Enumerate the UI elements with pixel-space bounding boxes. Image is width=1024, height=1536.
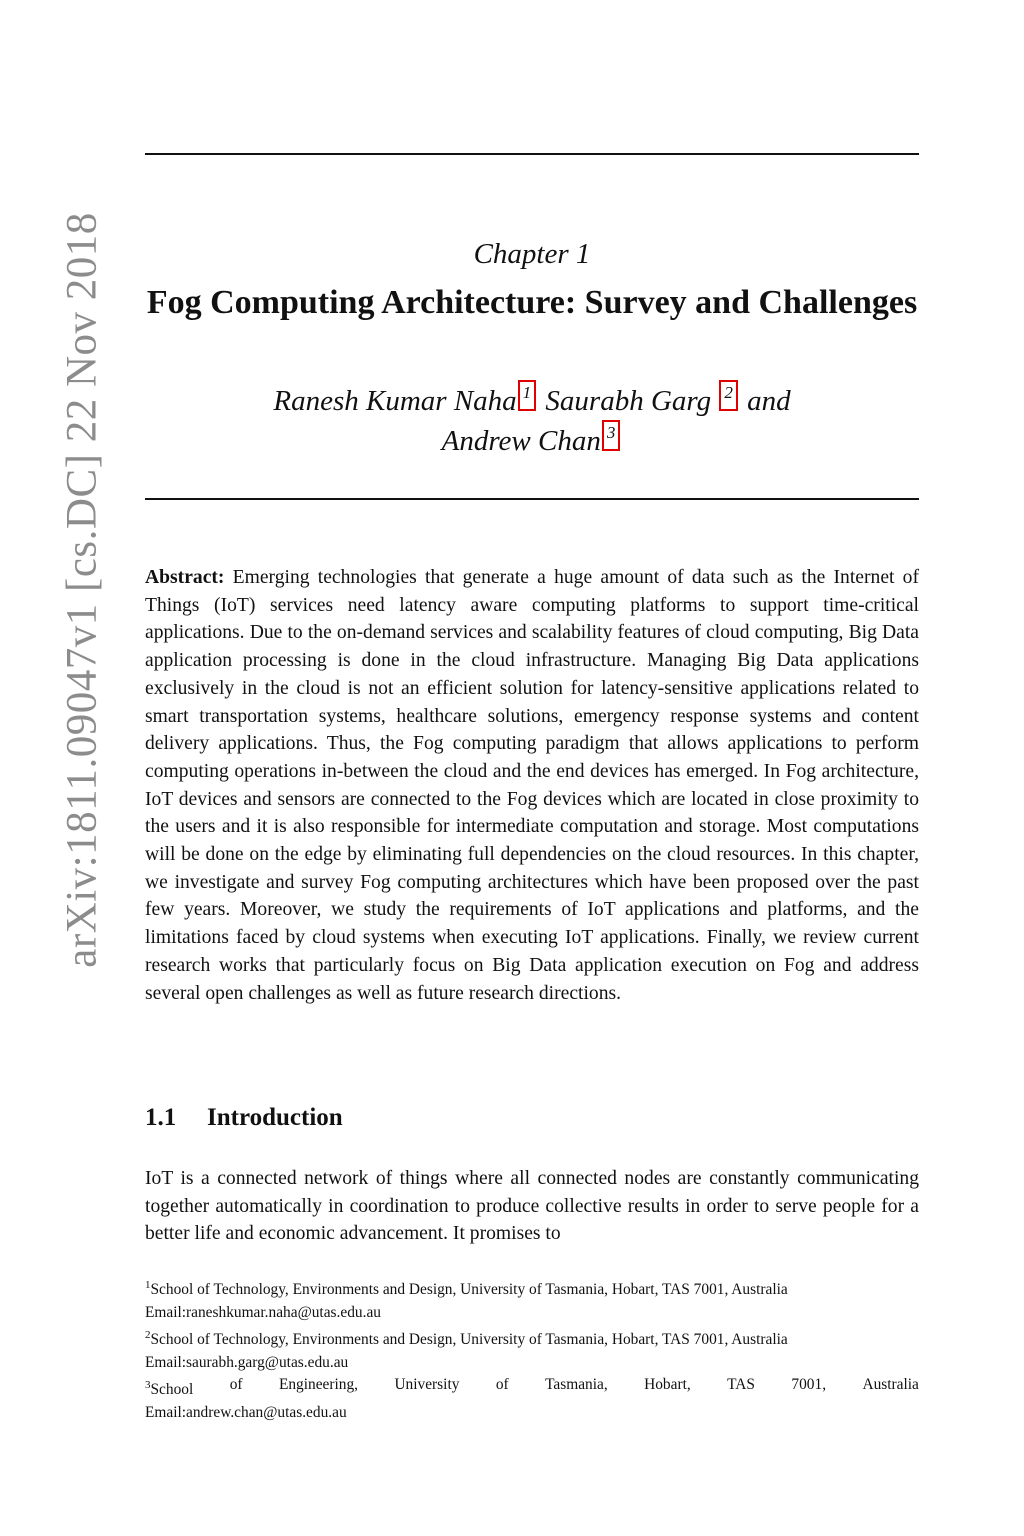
footnote-affiliation-word: Tasmania, (545, 1376, 608, 1393)
footnote-affiliation: School of Technology, Environments and Design, University of Tasmania, Hobart, TAS 7001, Australia (150, 1281, 788, 1298)
section-title: Introduction (207, 1104, 343, 1131)
footnote-affiliation-word: Engineering, (278, 1376, 359, 1393)
footnote-email[interactable]: Email:saurabh.garg@utas.edu.au (145, 1353, 349, 1371)
footnote-link[interactable]: 3 (602, 420, 621, 451)
footnote-item (145, 1274, 919, 1302)
footnote-number: 1 (145, 1279, 151, 1291)
footnote-affiliation-word: of (495, 1376, 509, 1393)
author-conjunction: and (747, 385, 791, 417)
section-body-text: IoT is a connected network of things where all connected nodes are constantly communicating together automatically in coordination to produce collective results in order to serve people for a better life and economic advancement. It promises to (145, 1168, 919, 1245)
abstract-label: Abstract: (145, 567, 225, 588)
section-number: 1.1 (145, 1104, 177, 1131)
title-top-rule (145, 153, 919, 155)
title-bottom-rule (145, 498, 919, 500)
footnote-item (145, 1324, 919, 1352)
footnote-affiliation-word: Australia (862, 1376, 919, 1393)
footnote-email[interactable]: Email:andrew.chan@utas.edu.au (145, 1403, 347, 1421)
chapter-label: Chapter 1 (473, 238, 591, 270)
chapter-title: Fog Computing Architecture: Survey and Challenges (146, 284, 918, 321)
author-list (145, 380, 919, 460)
footnote-number: 3 (145, 1379, 151, 1391)
footnote-affiliation-word: University (394, 1376, 460, 1393)
footnote-affiliation-word: of (229, 1376, 243, 1393)
abstract-text: Emerging technologies that generate a huge amount of data such as the Internet of Things (IoT) services need latency aware computing platforms to support time-critical applications. Due to the on-demand services and scalability features of cloud computing, Big Data application processing is done in the cloud infrastructure. Managing Big Data applications exclusively in the cloud is not an efficient solution for latency-sensitive applications related to smart transportation systems, healthcare solutions, emergency response systems and content delivery applications. Thus, the Fog computing paradigm that allows applications to perform computing operations in-between the cloud and the end devices has emerged. In Fog architecture, IoT devices and sensors are connected to the Fog devices which are located in close proximity to the users and it is also responsible for intermediate computation and storage. Most computations will be done on the edge by eliminating full dependencies on the cloud resources. In this chapter, we investigate and survey Fog computing architectures which have been proposed over the past few years. Moreover, we study the requirements of IoT applications and platforms, and the limitations faced by cloud systems when executing IoT applications. Finally, we review current research works that particularly focus on Big Data application execution on Fog and address several open challenges as well as future research directions. (145, 567, 919, 1004)
footnote-email[interactable]: Email:raneshkumar.naha@utas.edu.au (145, 1303, 381, 1321)
footnote-affiliation-word: TAS (727, 1376, 755, 1393)
footnote-affiliation-word: Hobart, (644, 1376, 691, 1393)
author-name: Saurabh Garg (545, 385, 712, 417)
author-name: Andrew Chan (441, 425, 601, 457)
abstract (145, 564, 919, 1007)
footnotes (145, 1274, 919, 1424)
footnote-item (145, 1374, 919, 1402)
footnote-affiliation: School of Technology, Environments and Design, University of Tasmania, Hobart, TAS 7001, Australia (150, 1331, 788, 1348)
footnote-affiliation-word: $^3$School (145, 1379, 194, 1398)
footnote-affiliation-word: 7001, (791, 1376, 827, 1393)
author-name: Ranesh Kumar Naha (273, 385, 517, 417)
arxiv-identifier-stamp: arXiv:1811.09047v1 [cs.DC] 22 Nov 2018 (58, 212, 106, 968)
section-heading (145, 1104, 343, 1132)
footnote-number: 2 (145, 1329, 151, 1341)
footnote-link[interactable]: 1 (518, 380, 537, 411)
footnote-link[interactable]: 2 (719, 380, 738, 411)
